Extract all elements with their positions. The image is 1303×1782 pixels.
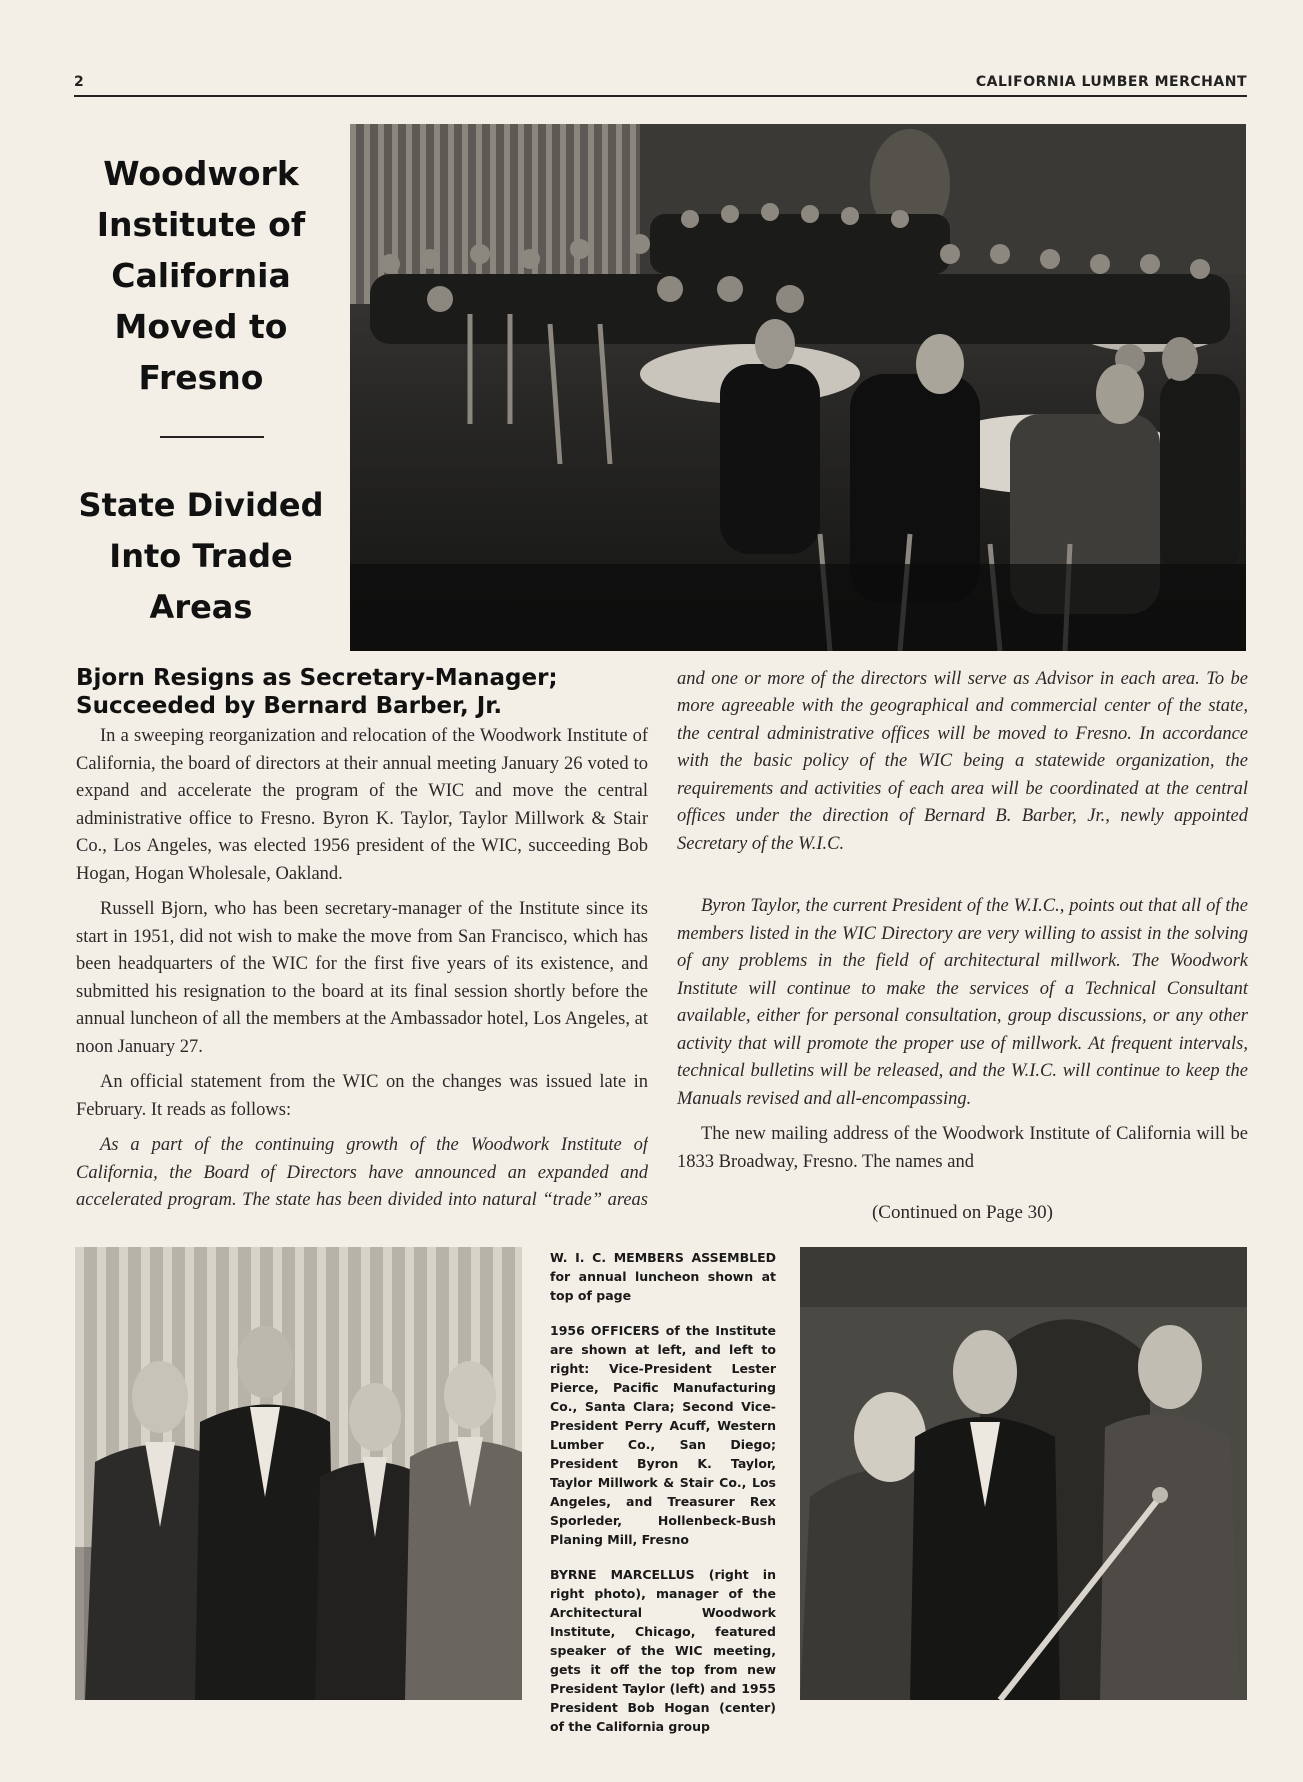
article-paragraph: In a sweeping reorganization and relocation of the Woodwork Institute of California, the board of directors at their annual meeting January 26 voted to expand and accelerate the program of the WIC and move the central administrative office to Fresno. Byron K. Taylor, Taylor Millwork & Stair Co., Los Angeles, was elected 1956 president of the WIC, succeeding Bob Hogan, Hogan Wholesale, Oakland.	[76, 726, 648, 884]
article-paragraph: Byron Taylor, the current President of the W.I.C., points out that all of the members listed in the WIC Directory are very willing to assist in the solving of any problems in the field of architectural millwork. The Woodwork Institute will continue to make the services of a Technical Consultant available, either for personal consultation, group discussions, or any other activity that will promote the proper use of millwork. At frequent intervals, technical bulletins will be released, and the W.I.C. will continue to keep the Manuals revised and all-encompassing.	[677, 896, 1248, 1109]
article-paragraph: The new mailing address of the Woodwork Institute of California will be 1833 Broadway, Fresno. The names and	[677, 1124, 1248, 1172]
headline-divider	[160, 436, 264, 438]
luncheon-photo	[350, 124, 1246, 651]
article-title-line: Bjorn Resigns as Secretary-Manager;	[76, 665, 558, 691]
subheadline-line: Into Trade	[109, 537, 293, 575]
article-title	[76, 664, 656, 720]
article-column-left	[76, 723, 648, 1222]
caption-marcellus: BYRNE MARCELLUS (right in right photo), manager of the Architectural Woodwork Institute, Chicago, featured speaker of the WIC meeting, gets it off the top from new President Taylor (left) and 1955 President Bob Hogan (center) of the California group	[550, 1567, 776, 1734]
subheadline-line: State Divided	[78, 486, 324, 524]
article-paragraph: As a part of the continuing growth of the Woodwork Institute of California, the Board of Directors have announced an expanded and accelerated program. The state has been divided into natural “trade” areas	[76, 1135, 648, 1210]
main-headline	[70, 148, 332, 403]
caption-officers: 1956 OFFICERS of the Institute are shown at left, and left to right: Vice-President Lester Pierce, Pacific Manufacturing Co., Santa Clara; Second Vice-President Perry Acuff, Western Lumber Co., San Diego; President Byron K. Taylor, Taylor Millwork & Stair Co., Los Angeles, and Treasurer Rex Sporleder, Hollenbeck-Bush Planing Mill, Fresno	[550, 1323, 776, 1547]
article-paragraph-continuation: and one or more of the directors will serve as Advisor in each area. To be more agreeable with the geographical and commercial center of the state, the central administrative offices will be moved to Fresno. In accordance with the basic policy of the WIC being a statewide organization, the requirements and activities of each area will be coordinated at the central offices under the direction of Bernard B. Barber, Jr., newly appointed Secretary of the W.I.C.	[677, 668, 1248, 854]
headline-line: Moved to	[114, 307, 288, 346]
article-paragraph-continued	[677, 665, 1248, 885]
photo-captions	[550, 1248, 776, 1752]
publication-name: CALIFORNIA LUMBER MERCHANT	[975, 74, 1247, 90]
article-title-line: Succeeded by Bernard Barber, Jr.	[76, 693, 503, 719]
marcellus-photo	[800, 1247, 1247, 1700]
caption-luncheon: W. I. C. MEMBERS ASSEMBLED for annual luncheon shown at top of page	[550, 1250, 776, 1303]
header-rule	[74, 95, 1247, 97]
article-paragraph: Russell Bjorn, who has been secretary-manager of the Institute since its start in 1951, did not wish to make the move from San Francisco, which has been headquarters of the WIC for the first five years of its existence, and submitted his resignation to the board at its final session shortly before the annual luncheon of all the members at the Ambassador hotel, Los Angeles, at noon January 27.	[76, 899, 648, 1057]
headline-line: Fresno	[138, 358, 264, 397]
officers-photo	[75, 1247, 522, 1700]
continued-notice: (Continued on Page 30)	[871, 1202, 1053, 1223]
page-number: 2	[74, 74, 85, 90]
sub-headline	[70, 480, 332, 633]
article-paragraph: An official statement from the WIC on the changes was issued late in February. It reads as follows:	[76, 1072, 648, 1120]
article-column-right	[677, 665, 1248, 1184]
headline-line: California	[111, 256, 291, 295]
headline-line: Woodwork	[103, 154, 299, 193]
headline-line: Institute of	[96, 205, 306, 244]
subheadline-line: Areas	[149, 588, 253, 626]
